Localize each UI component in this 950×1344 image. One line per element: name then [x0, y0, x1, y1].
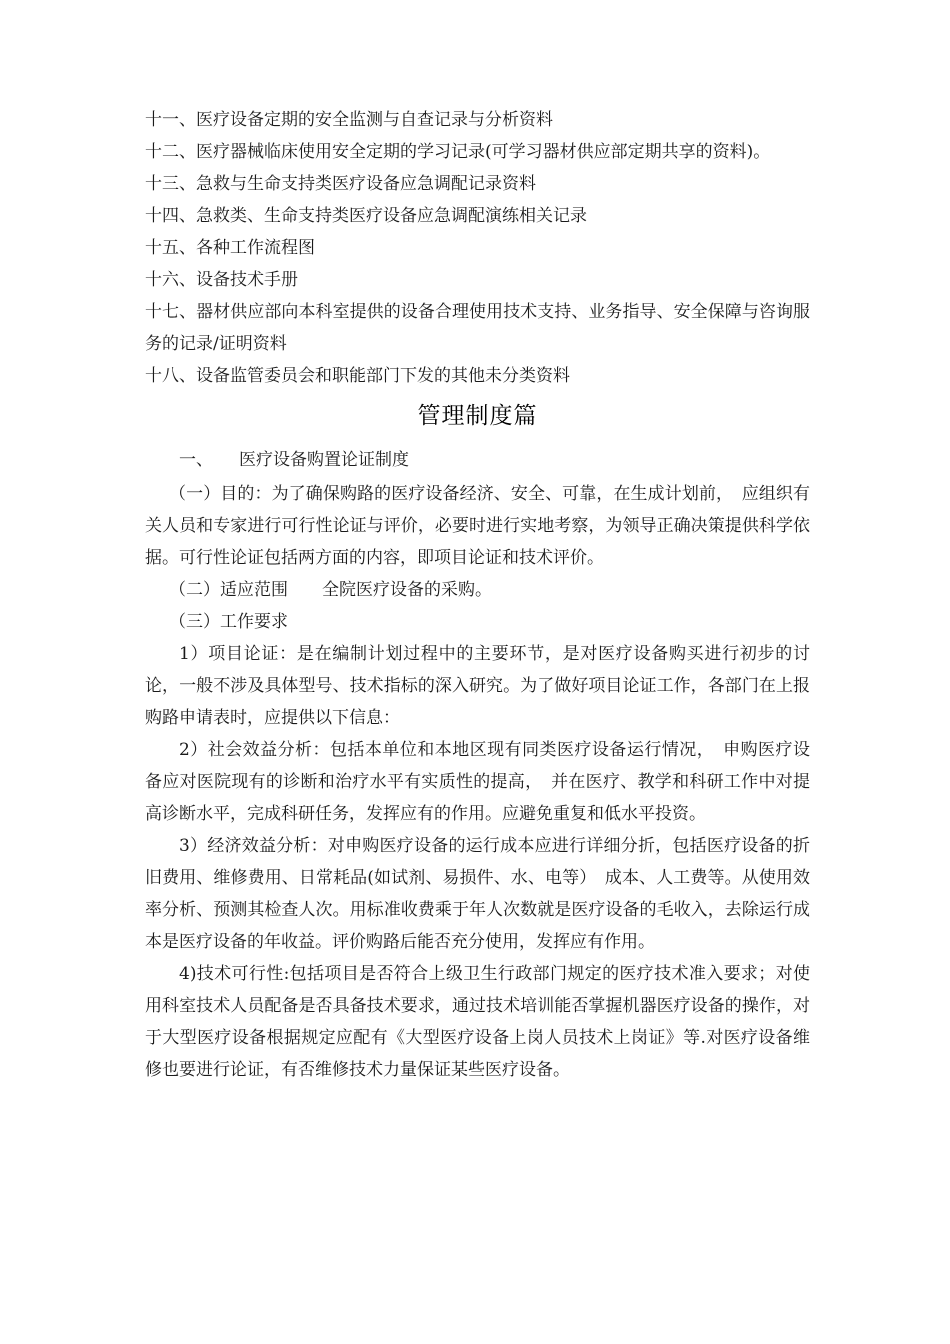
- paragraph-social-benefit: 2）社会效益分析：包括本单位和本地区现有同类医疗设备运行情况， 申购医疗设备应对医院现有的诊断和治疗水平有实质性的提高， 并在医疗、教学和科研工作中对提高诊断水平，完成科研任务，发挥应有的作用。应避免重复和低水平投资。: [145, 740, 810, 824]
- list-item-17: 十七、器材供应部向本科室提供的设备合理使用技术支持、业务指导、安全保障与咨询服务的记录/证明资料: [145, 302, 810, 354]
- list-item-12: 十二、医疗器械临床使用安全定期的学习记录(可学习器材供应部定期共享的资料)。: [145, 142, 771, 162]
- heading-number: 一、: [179, 450, 213, 470]
- paragraph-economic-benefit: 3）经济效益分析：对申购医疗设备的运行成本应进行详细分折，包括医疗设备的折旧费用、维修费用、日常耗品(如试剂、易损件、水、电等） 成本、人工费等。从使用效率分析、预测其检查人次。用标准收费乘于年人次数就是医疗设备的毛收入，去除运行成本是医疗设备的年收益。评价购路后能否充分使用，发挥应有作用。: [145, 836, 810, 952]
- list-item-14: 十四、急救类、生命支持类医疗设备应急调配演练相关记录: [145, 206, 587, 226]
- list-item-15: 十五、各种工作流程图: [145, 238, 315, 258]
- list-item-16: 十六、设备技术手册: [145, 270, 298, 290]
- section-heading: [145, 444, 810, 476]
- list-item-11: 十一、医疗设备定期的安全监测与自查记录与分析资料: [145, 110, 553, 130]
- paragraph-purpose: （一）目的：为了确保购路的医疗设备经济、安全、可靠，在生成计划前， 应组织有关人员和专家进行可行性论证与评价，必要时进行实地考察，为领导正确决策提供科学依据。可行性论证包括两方面的内容，即项目论证和技术评价。: [145, 484, 810, 568]
- paragraph-technical-feasibility: 4)技术可行性:包括项目是否符合上级卫生行政部门规定的医疗技术准入要求；对使用科室技术人员配备是否具备技术要求，通过技术培训能否掌握机器医疗设备的操作，对于大型医疗设备根据规定应配有《大型医疗设备上岗人员技术上岗证》等.对医疗设备维修也要进行论证，有否维修技术力量保证某些医疗设备。: [145, 964, 810, 1080]
- heading-text: 医疗设备购置论证制度: [239, 450, 409, 470]
- list-item-18: 十八、设备监管委员会和职能部门下发的其他未分类资料: [145, 366, 570, 386]
- document-page: [145, 104, 810, 1086]
- paragraph-project-review: 1）项目论证：是在编制计划过程中的主要环节，是对医疗设备购买进行初步的讨论，一般不涉及具体型号、技术指标的深入研究。为了做好项目论证工作，各部门在上报购路申请表时，应提供以下信息：: [145, 644, 810, 728]
- paragraph-requirements: （三）工作要求: [169, 612, 288, 632]
- paragraph-scope: （二）适应范围 全院医疗设备的采购。: [169, 580, 492, 600]
- section-title: 管理制度篇: [417, 403, 538, 429]
- list-item-13: 十三、急救与生命支持类医疗设备应急调配记录资料: [145, 174, 536, 194]
